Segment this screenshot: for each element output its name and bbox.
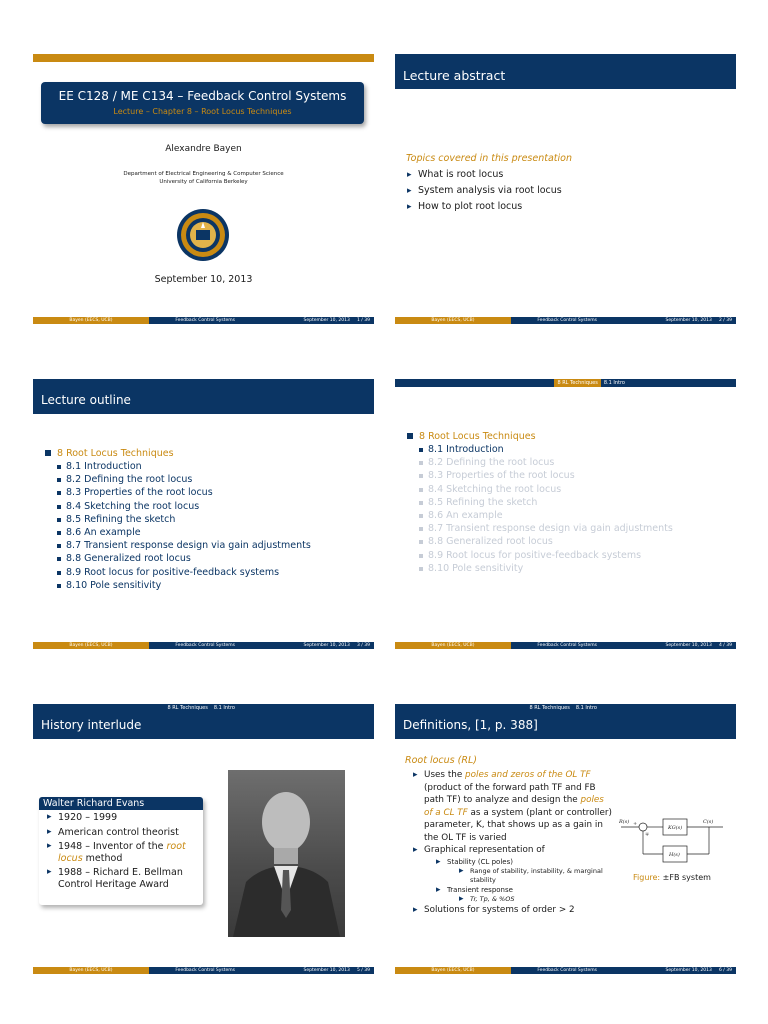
section-title: 8 Root Locus Techniques <box>45 447 311 460</box>
list-item: ▸ Tr, Tp, & %OS <box>459 895 613 904</box>
footer: Bayen (EECS, UCB) Feedback Control Systems September 10, 2013 1 / 39 <box>33 317 374 324</box>
list-item: 8.7 Transient response design via gain adjustments <box>56 539 311 552</box>
list-item: ▸ Graphical representation of ▸ Stability (CL poles) ▸ Range of stability, instability, & marginal stability ▸ Transient response ▸ Tr, Tp, & %OS <box>413 844 613 904</box>
term-title: Root locus (RL) <box>405 755 477 766</box>
slide-heading: Definitions, [1, p. 388] <box>395 712 736 739</box>
slide-5 <box>33 704 374 974</box>
outline-list <box>418 443 673 575</box>
footer: Bayen (EECS, UCB) Feedback Control Systems September 10, 2013 4 / 39 <box>395 642 736 649</box>
section-title: 8 Root Locus Techniques <box>407 430 673 443</box>
list-item: 8.7 Transient response design via gain adjustments <box>418 522 673 535</box>
slide-4 <box>395 379 736 649</box>
slide-heading: Lecture outline <box>33 387 374 414</box>
list-item: 8.6 An example <box>56 526 311 539</box>
slide-heading: History interlude <box>33 712 374 739</box>
lecture-date: September 10, 2013 <box>154 274 253 285</box>
portrait-photo <box>228 770 345 937</box>
list-item: 8.8 Generalized root locus <box>56 552 311 565</box>
slide-6 <box>395 704 736 974</box>
list-item: ▸ What is root locus <box>407 167 562 183</box>
slide-3 <box>33 379 374 649</box>
top-bar <box>33 379 374 387</box>
top-bar <box>395 704 736 712</box>
footer: Bayen (EECS, UCB) Feedback Control Systems September 10, 2013 2 / 39 <box>395 317 736 324</box>
list-item: 8.2 Defining the root locus <box>56 473 311 486</box>
definition-list <box>413 769 613 916</box>
list-item: 8.4 Sketching the root locus <box>418 483 673 496</box>
footer: Bayen (EECS, UCB) Feedback Control Systems September 10, 2013 6 / 39 <box>395 967 736 974</box>
uc-seal-logo <box>176 208 230 262</box>
list-item: 8.10 Pole sensitivity <box>56 579 311 592</box>
svg-text:∓: ∓ <box>645 832 650 838</box>
topics-title: Topics covered in this presentation <box>406 153 572 164</box>
svg-text:+: + <box>633 821 638 827</box>
list-item: 8.3 Properties of the root locus <box>418 469 673 482</box>
author: Alexandre Bayen <box>165 144 242 154</box>
svg-text:H(s): H(s) <box>669 852 680 858</box>
input-label: R(s) <box>619 819 630 825</box>
list-item: 8.5 Refining the sketch <box>418 496 673 509</box>
slide-2 <box>395 54 736 324</box>
figure-caption: Figure: ±FB system <box>633 873 711 882</box>
list-item: 8.10 Pole sensitivity <box>418 562 673 575</box>
feedback-block-diagram <box>619 814 731 870</box>
top-bar <box>33 54 374 62</box>
lecture-title: EE C128 / ME C134 – Feedback Control Systems <box>58 89 347 103</box>
list-item: ▸ Range of stability, instability, & marginal stability <box>459 867 613 885</box>
list-item: ▸ 1920 – 1999 <box>47 812 203 824</box>
list-item: 8.4 Sketching the root locus <box>56 500 311 513</box>
breadcrumb: 8 RL Techniques 8.1 Intro <box>164 704 238 712</box>
department: Department of Electrical Engineering & Computer Science <box>123 171 284 177</box>
breadcrumb: 8 RL Techniques 8.1 Intro <box>526 704 600 712</box>
list-item: ▸ 1948 – Inventor of the root locus method <box>47 841 203 864</box>
list-item: 8.9 Root locus for positive-feedback systems <box>418 549 673 562</box>
lecture-subtitle: Lecture – Chapter 8 – Root Locus Techniques <box>113 107 292 116</box>
slide-1 <box>33 54 374 324</box>
outline <box>407 430 673 575</box>
top-bar <box>395 379 736 387</box>
outline <box>45 447 311 592</box>
list-item-current: 8.1 Introduction <box>418 443 673 456</box>
list-item: ▸ Solutions for systems of order > 2 <box>413 904 613 917</box>
bio-block <box>39 797 203 905</box>
topics-list <box>407 167 562 215</box>
list-item: 8.6 An example <box>418 509 673 522</box>
list-item: 8.9 Root locus for positive-feedback systems <box>56 566 311 579</box>
list-item: ▸ 1988 – Richard E. Bellman Control Heritage Award <box>47 867 203 890</box>
output-label: C(s) <box>703 819 714 825</box>
list-item: ▸ Transient response ▸ Tr, Tp, & %OS <box>436 885 613 904</box>
slide-heading: Lecture abstract <box>395 54 736 89</box>
summing-junction <box>639 823 647 831</box>
svg-text:KG(s): KG(s) <box>668 825 683 831</box>
list-item: ▸ American control theorist <box>47 827 203 839</box>
title-box <box>41 82 364 124</box>
list-item: 8.5 Refining the sketch <box>56 513 311 526</box>
breadcrumb: 8 RL Techniques 8.1 Intro <box>554 379 628 387</box>
list-item: ▸ System analysis via root locus <box>407 183 562 199</box>
list-item: ▸ How to plot root locus <box>407 199 562 215</box>
footer: Bayen (EECS, UCB) Feedback Control Systems September 10, 2013 3 / 39 <box>33 642 374 649</box>
bio-title: Walter Richard Evans <box>39 797 203 810</box>
list-item: ▸ Uses the poles and zeros of the OL TF (product of the forward path TF and FB path TF) to analyze and design the poles of a CL TF as a system (plant or controller) parameter, K, that shows up as a gain in the OL TF is varied <box>413 769 613 844</box>
list-item: 8.8 Generalized root locus <box>418 535 673 548</box>
list-item: 8.2 Defining the root locus <box>418 456 673 469</box>
list-item: 8.3 Properties of the root locus <box>56 486 311 499</box>
footer: Bayen (EECS, UCB) Feedback Control Systems September 10, 2013 5 / 39 <box>33 967 374 974</box>
outline-list <box>56 460 311 592</box>
top-bar <box>33 704 374 712</box>
list-item: 8.1 Introduction <box>56 460 311 473</box>
university: University of California Berkeley <box>159 179 248 185</box>
list-item: ▸ Stability (CL poles) ▸ Range of stability, instability, & marginal stability <box>436 857 613 885</box>
bio-list <box>39 810 203 890</box>
